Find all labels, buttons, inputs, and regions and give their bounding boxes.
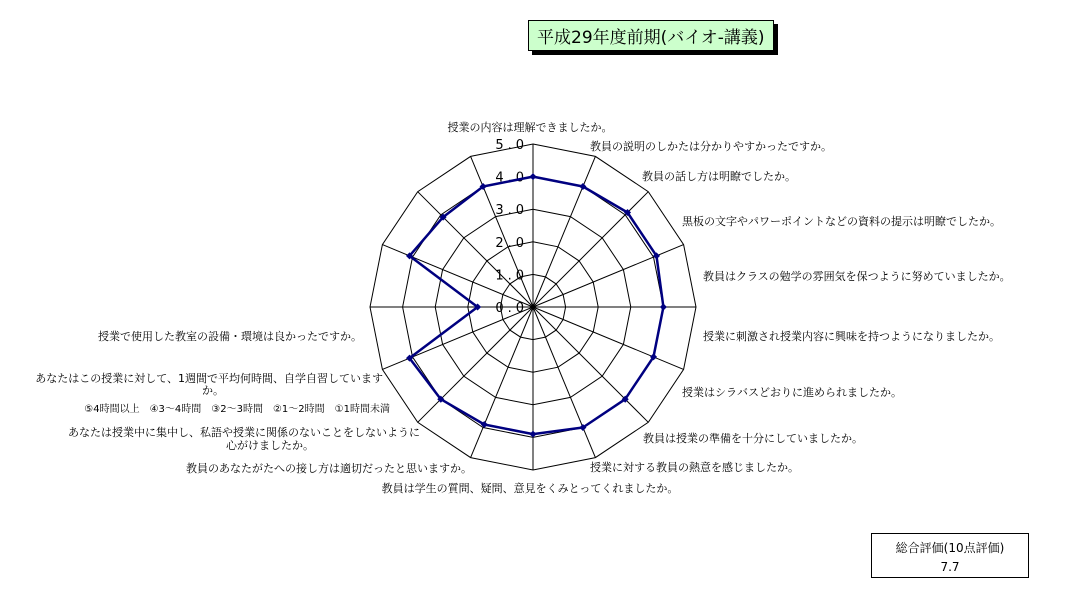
category-label-line: 教員のあなたがたへの接し方は適切だったと思いますか。 (186, 462, 472, 475)
grid-spoke (382, 307, 533, 369)
r-tick-label: 2.0 (495, 235, 528, 251)
grid-spoke (533, 307, 648, 422)
category-label-line: 授業の内容は理解できましたか。 (447, 121, 613, 134)
data-point (660, 303, 667, 310)
category-label-line: あなたはこの授業に対して、1週間で平均何時間、自学自習しています (35, 372, 383, 385)
category-label-line: 教員の話し方は明瞭でしたか。 (642, 170, 796, 183)
category-label (448, 120, 613, 134)
category-label (682, 214, 1001, 228)
overall-score-box (871, 533, 1029, 578)
category-label-line: 授業で使用した教室の設備・環境は良かったですか。 (98, 330, 362, 343)
category-label (68, 425, 420, 452)
category-label (642, 169, 796, 183)
chart-title: 平成29年度前期(バイオ-講義) (528, 20, 774, 51)
category-label-line: か。 (202, 384, 224, 397)
grid-spoke (533, 307, 595, 458)
category-label-line: 教員は学生の質問、疑問、意見をくみとってくれましたか。 (381, 482, 679, 495)
data-point (529, 173, 536, 180)
category-label (703, 329, 1000, 343)
grid-spoke (471, 307, 533, 458)
category-label-line: 心がけましたか。 (226, 439, 314, 452)
category-label (35, 371, 383, 397)
overall-score-label: 総合評価(10点評価) (895, 541, 1005, 555)
category-label-line: 黒板の文字やパワーポイントなどの資料の提示は明瞭でしたか。 (682, 215, 1001, 228)
r-tick-label: 1.0 (495, 268, 528, 284)
category-label-line: あなたは授業中に集中し、私語や授業に関係のないことをしないように (68, 426, 420, 439)
category-label (590, 460, 799, 474)
category-label (98, 329, 362, 343)
category-label (643, 431, 863, 445)
category-label-line: 教員の説明のしかたは分かりやすかったですか。 (590, 140, 832, 153)
overall-score-value: 7.7 (940, 560, 960, 574)
category-label-line: 授業に刺激され授業内容に興味を持つようになりましたか。 (703, 330, 1000, 343)
category-label (590, 139, 832, 153)
category-label (703, 269, 1011, 283)
category-label (186, 461, 472, 475)
r-tick-label: 0.0 (495, 301, 528, 316)
grid-spoke (533, 192, 648, 307)
r-tick-label: 5.0 (495, 138, 528, 153)
radar-grid (370, 144, 696, 470)
category-label-line: 教員は授業の準備を十分にしていましたか。 (643, 432, 863, 445)
r-tick-label: 3.0 (495, 203, 528, 219)
grid-spoke (418, 307, 533, 422)
r-tick-label: 4.0 (495, 170, 528, 186)
category-label-line: 授業はシラバスどおりに進められましたか。 (682, 386, 902, 399)
category-label (382, 481, 679, 495)
category-label-line: 教員はクラスの勉学の雰囲気を保つように努めていましたか。 (703, 270, 1011, 283)
category-note: ⑤4時間以上 ④3〜4時間 ③2〜3時間 ②1〜2時間 ①1時間未満 (84, 404, 390, 415)
category-label (682, 385, 902, 399)
category-label-line: 授業に対する教員の熱意を感じましたか。 (590, 461, 799, 474)
